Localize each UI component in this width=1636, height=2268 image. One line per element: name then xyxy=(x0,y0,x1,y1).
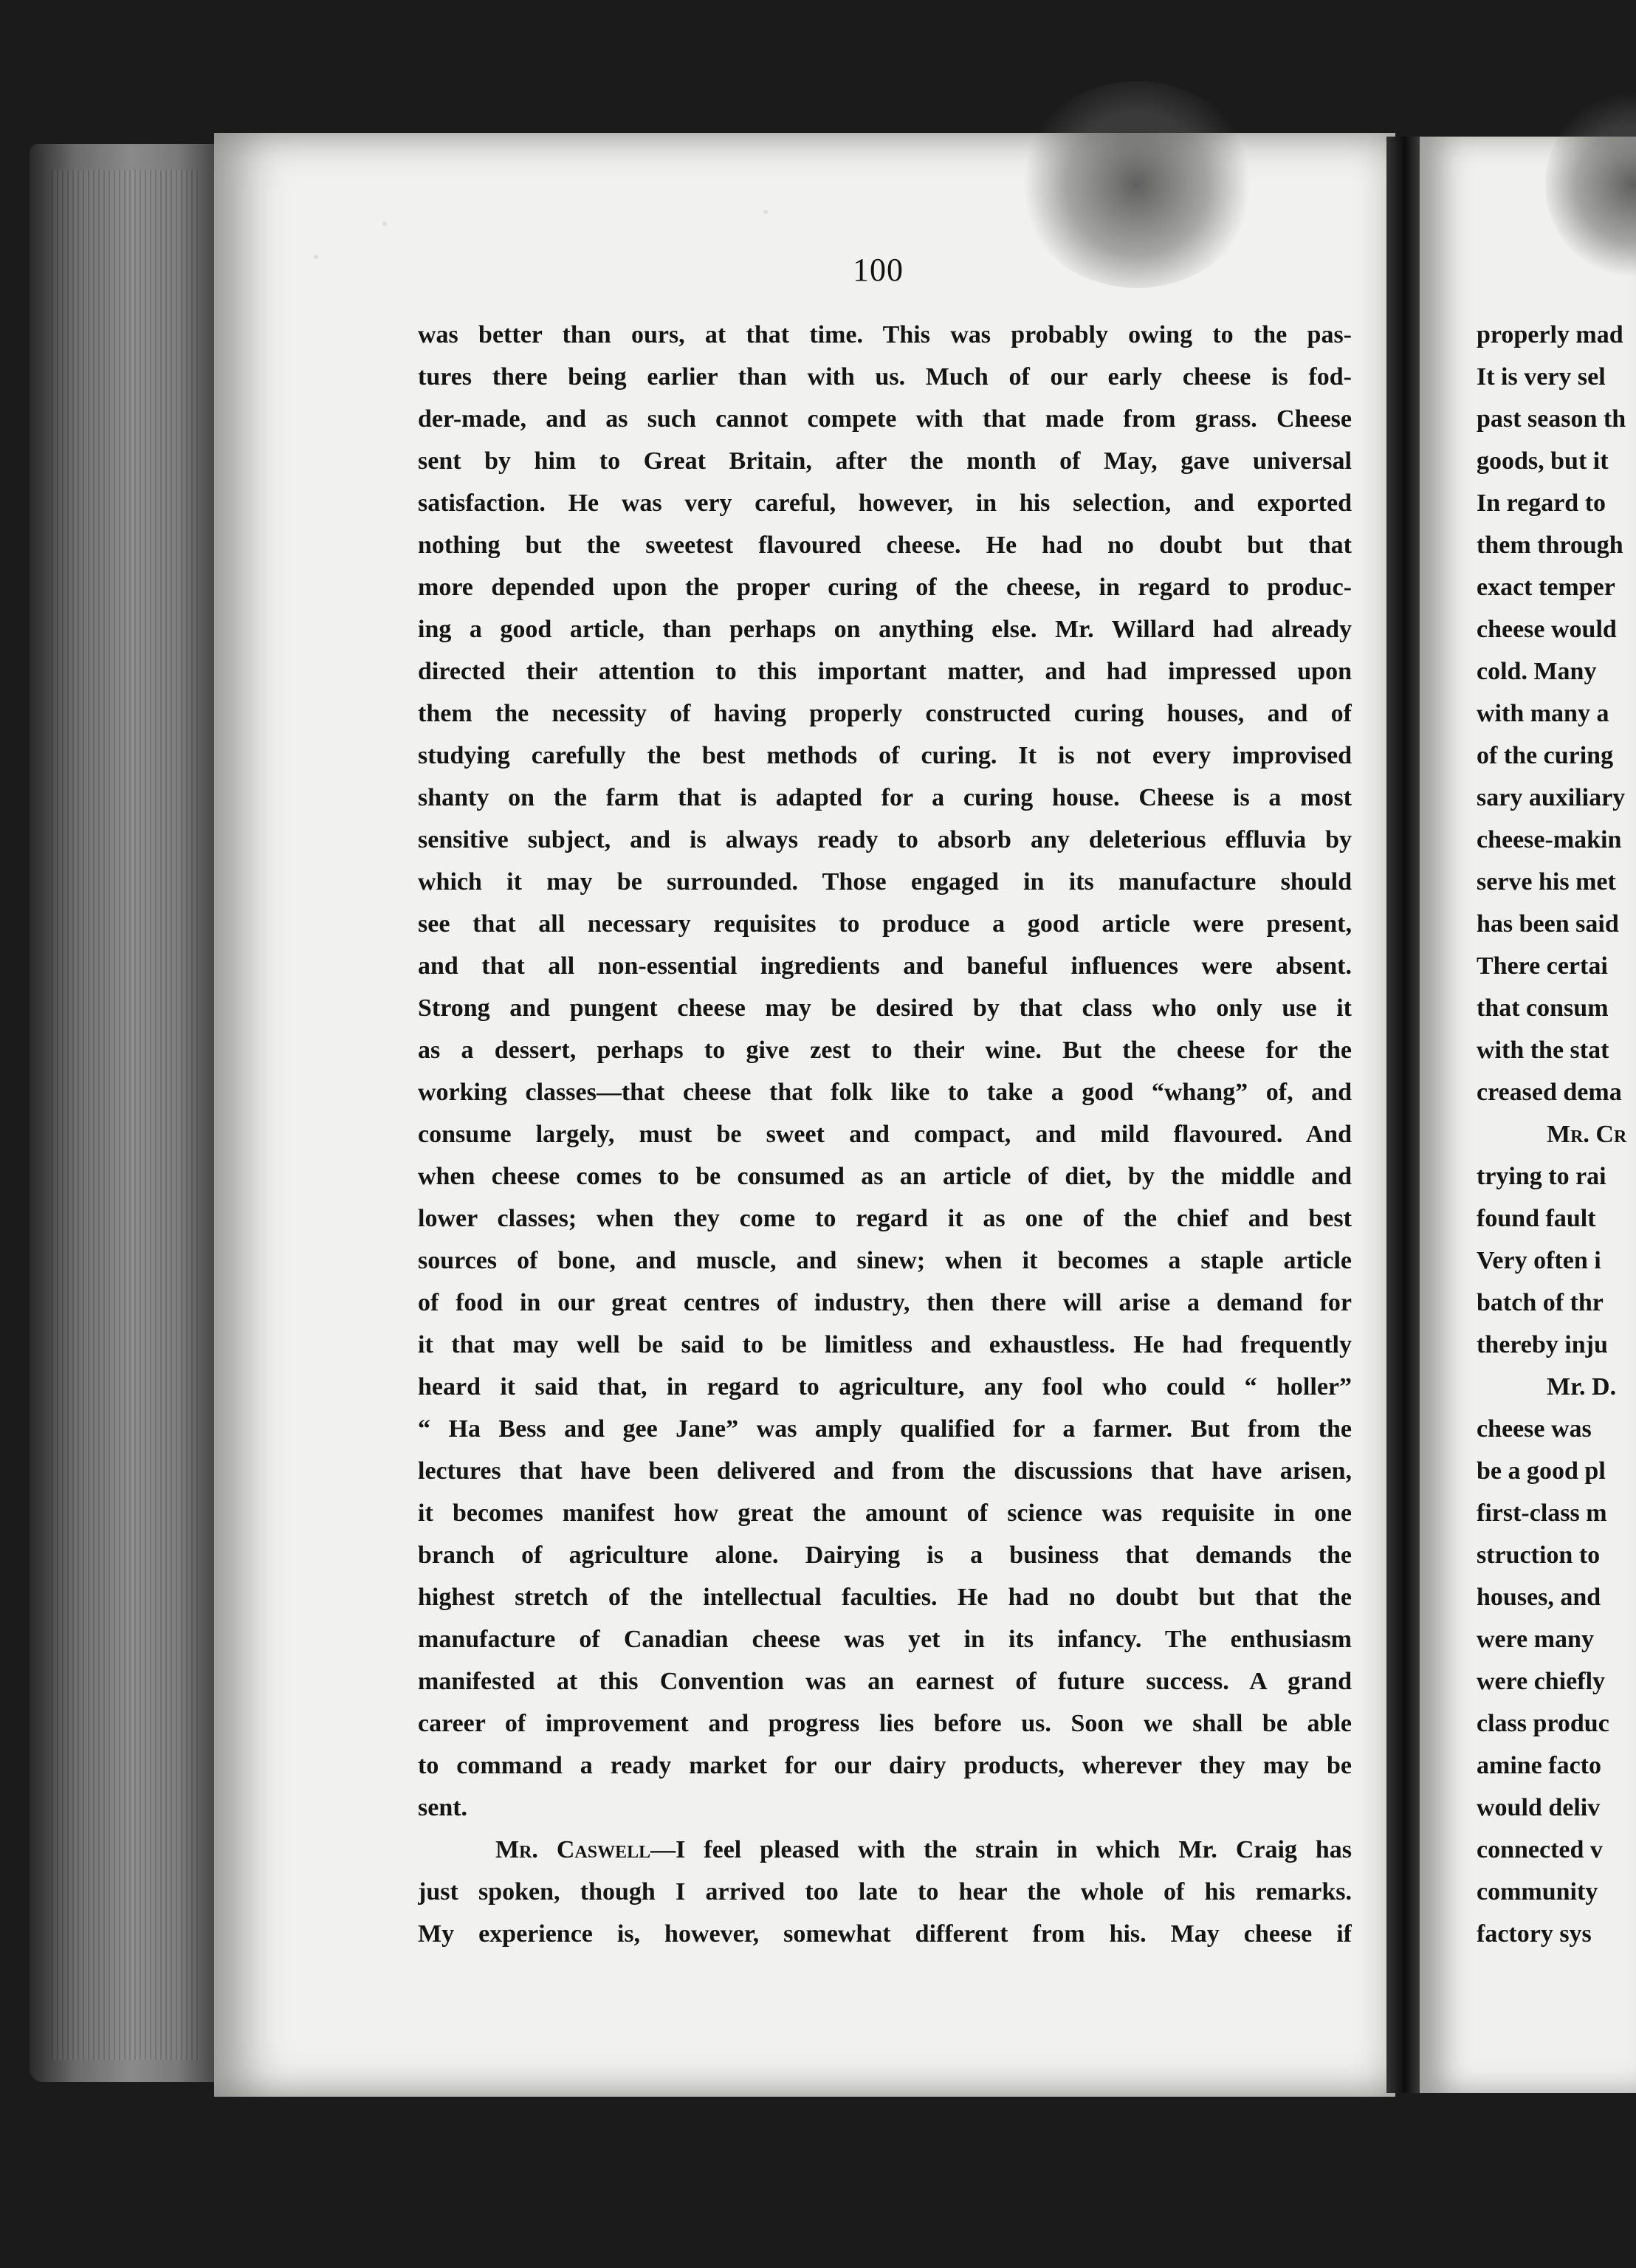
book-gutter xyxy=(1386,137,1420,2093)
text-line: was better than ours, at that time. This was probably owing to the pas- xyxy=(418,321,1352,348)
text-line: tures there being earlier than with us. Much of our early cheese is fod- xyxy=(418,363,1352,391)
right-page-text xyxy=(1477,314,1636,1955)
text-line: der-made, and as such cannot compete with that made from grass. Cheese xyxy=(418,405,1352,433)
text-line: directed their attention to this important matter, and had impressed upon xyxy=(418,658,1352,685)
text-line: it that may well be said to be limitless and exhaustless. He had frequently xyxy=(418,1331,1352,1358)
text-line: Strong and pungent cheese may be desired by that class who only use it xyxy=(418,994,1352,1022)
text-line: thereby inju xyxy=(1477,1331,1608,1358)
text-line: community xyxy=(1477,1878,1598,1906)
text-line: class produc xyxy=(1477,1710,1609,1737)
text-line: found fault xyxy=(1477,1205,1596,1232)
text-line: of food in our great centres of industry, then there will arise a demand for xyxy=(418,1289,1352,1316)
text-line: sources of bone, and muscle, and sinew; when it becomes a staple article xyxy=(418,1247,1352,1274)
text-line: more depended upon the proper curing of the cheese, in regard to produc- xyxy=(418,574,1352,601)
text-line: highest stretch of the intellectual faculties. He had no doubt but that the xyxy=(418,1584,1352,1611)
text-line: shanty on the farm that is adapted for a curing house. Cheese is a most xyxy=(418,784,1352,811)
text-line: sent. xyxy=(418,1794,468,1821)
specks xyxy=(763,210,768,214)
text-line: which it may be surrounded. Those engaged in its manufacture should xyxy=(418,868,1352,896)
text-line: struction to xyxy=(1477,1542,1601,1569)
text-line: houses, and xyxy=(1477,1584,1601,1611)
text-line: satisfaction. He was very careful, however, in his selection, and exported xyxy=(418,489,1352,517)
text-line: exact temper xyxy=(1477,574,1615,601)
text-line: creased dema xyxy=(1477,1079,1622,1106)
text-line: cheese-makin xyxy=(1477,826,1622,853)
text-line: manifested at this Convention was an earnest of future success. A grand xyxy=(418,1668,1352,1695)
text-line: serve his met xyxy=(1477,868,1616,896)
text-line: when cheese comes to be consumed as an article of diet, by the middle and xyxy=(418,1163,1352,1190)
text-line: branch of agriculture alone. Dairying is a business that demands the xyxy=(418,1542,1352,1569)
text-line: goods, but it xyxy=(1477,447,1609,475)
text-line: as a dessert, perhaps to give zest to their wine. But the cheese for the xyxy=(418,1037,1352,1064)
text-line: lower classes; when they come to regard it as one of the chief and best xyxy=(418,1205,1352,1232)
text-line: to command a ready market for our dairy products, wherever they may be xyxy=(418,1752,1352,1779)
text-line: —I feel pleased with the strain in which Mr. Craig has xyxy=(650,1836,1352,1863)
text-line: them through xyxy=(1477,532,1623,559)
text-line: has been said xyxy=(1477,910,1619,938)
text-line: properly mad xyxy=(1477,321,1623,348)
text-line: be a good pl xyxy=(1477,1457,1606,1485)
text-line: trying to rai xyxy=(1477,1163,1606,1190)
specks xyxy=(382,221,387,226)
text-line: them the necessity of having properly constructed curing houses, and of xyxy=(418,700,1352,727)
text-line: amine facto xyxy=(1477,1752,1602,1779)
text-line: of the curing xyxy=(1477,742,1614,769)
text-line: connected v xyxy=(1477,1836,1603,1863)
text-line: ing a good article, than perhaps on anything else. Mr. Willard had already xyxy=(418,616,1352,643)
text-line: just spoken, though I arrived too late to hear the whole of his remarks. xyxy=(418,1878,1352,1906)
text-line: career of improvement and progress lies before us. Soon we shall be able xyxy=(418,1710,1352,1737)
text-line: manufacture of Canadian cheese was yet in its infancy. The enthusiasm xyxy=(418,1626,1352,1653)
specks xyxy=(314,255,318,259)
left-page-text xyxy=(418,314,1352,1955)
page-edge-texture xyxy=(52,170,199,2060)
text-line: “ Ha Bess and gee Jane” was amply qualified for a farmer. But from the xyxy=(418,1415,1352,1443)
text-line: that consum xyxy=(1477,994,1609,1022)
text-line: consume largely, must be sweet and compact, and mild flavoured. And xyxy=(418,1121,1352,1148)
ink-stain xyxy=(1545,92,1636,277)
text-line: first-class m xyxy=(1477,1499,1607,1527)
text-line: were chiefly xyxy=(1477,1668,1606,1695)
text-line: There certai xyxy=(1477,952,1608,980)
ink-stain xyxy=(1019,81,1255,288)
text-line: sensitive subject, and is always ready to absorb any deleterious effluvia by xyxy=(418,826,1352,853)
text-line: with many a xyxy=(1477,700,1609,727)
text-line: In regard to xyxy=(1477,489,1606,517)
text-line: with the stat xyxy=(1477,1037,1609,1064)
page-number: 100 xyxy=(853,252,904,288)
text-line: sary auxiliary xyxy=(1477,784,1626,811)
text-line: nothing but the sweetest flavoured cheese. He had no doubt but that xyxy=(418,532,1352,559)
text-line: past season th xyxy=(1477,405,1626,433)
text-line: sent by him to Great Britain, after the month of May, gave universal xyxy=(418,447,1352,475)
speaker-name: Mr. Caswell xyxy=(495,1836,651,1863)
text-line: factory sys xyxy=(1477,1920,1592,1948)
text-line: heard it said that, in regard to agriculture, any fool who could “ holler” xyxy=(418,1373,1352,1401)
text-line: it becomes manifest how great the amount of science was requisite in one xyxy=(418,1499,1352,1527)
text-line: Very often i xyxy=(1477,1247,1601,1274)
caswell-paragraph-start xyxy=(418,1829,1352,1871)
text-line: lectures that have been delivered and from the discussions that have arisen, xyxy=(418,1457,1352,1485)
text-line: would deliv xyxy=(1477,1794,1601,1821)
text-line: studying carefully the best methods of curing. It is not every improvised xyxy=(418,742,1352,769)
text-line: see that all necessary requisites to produce a good article were present, xyxy=(418,910,1352,938)
text-line: It is very sel xyxy=(1477,363,1606,391)
text-line: were many xyxy=(1477,1626,1594,1653)
text-line: Mr. Cr xyxy=(1547,1121,1627,1148)
text-line: and that all non-essential ingredients and baneful influences were absent. xyxy=(418,952,1352,980)
text-line: working classes—that cheese that folk like to take a good “whang” of, and xyxy=(418,1079,1352,1106)
text-line: batch of thr xyxy=(1477,1289,1604,1316)
text-line: cold. Many xyxy=(1477,658,1597,685)
text-line: Mr. D. xyxy=(1547,1373,1617,1401)
text-line: cheese would xyxy=(1477,616,1617,643)
text-line: cheese was xyxy=(1477,1415,1592,1443)
text-line: My experience is, however, somewhat different from his. May cheese if xyxy=(418,1920,1352,1948)
